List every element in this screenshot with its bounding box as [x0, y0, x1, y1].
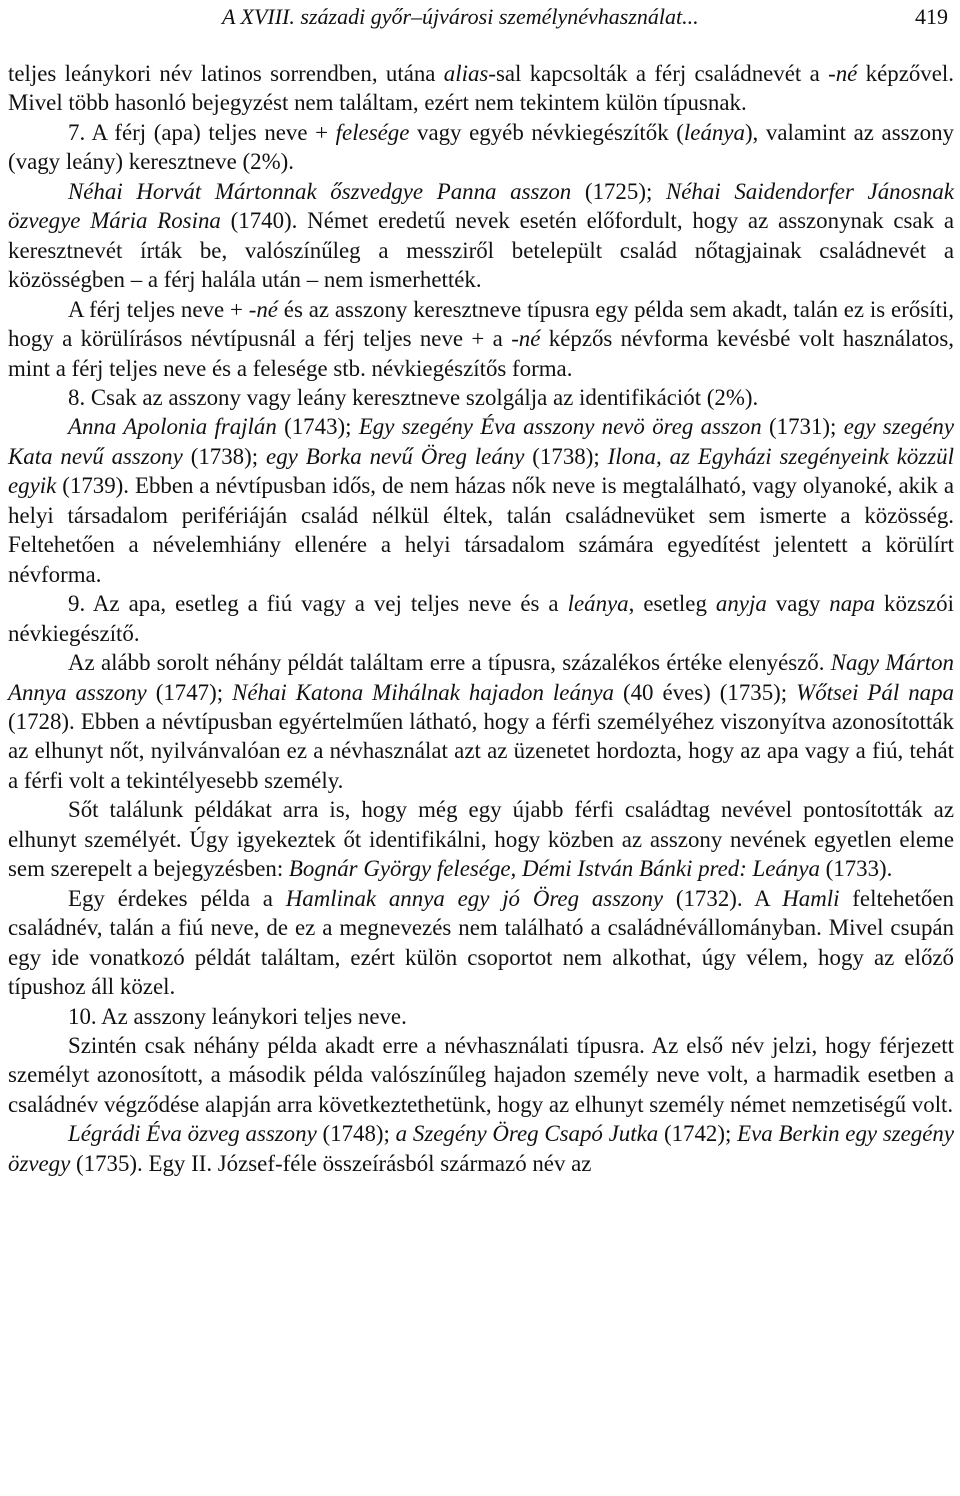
italic-text: a Szegény Öreg Csapó Jutka: [395, 1121, 659, 1147]
italic-text: leánya: [567, 591, 629, 617]
text-run: (1735). Egy II. József-féle összeírásból származó név az: [70, 1150, 592, 1176]
paragraph: [8, 1031, 954, 1119]
page-number: 419: [915, 4, 948, 29]
text-run: A férj teljes neve +: [68, 296, 249, 322]
italic-text: Néhai Horvát Mártonnak őszvedgye Panna asszon: [68, 178, 572, 204]
paragraph: [8, 1002, 954, 1031]
italic-text: Néhai Katona Mihálnak hajadon leánya: [232, 679, 614, 705]
italic-text: Anna Apolonia frajlán: [68, 414, 277, 440]
text-run: (1742);: [658, 1121, 738, 1147]
paragraph: [8, 589, 954, 648]
italic-text: Légrádi Éva özveg asszony: [68, 1121, 317, 1147]
italic-text: Nagy Márton Annya asszony: [8, 650, 954, 705]
text-run: (1740). Német eredetű nevek esetén előfordult, hogy az asszonynak csak a keresztnevét írták be, valószínűleg a messziről betelepült család nőtagjainak családnevét a közösségben – a férj halála után – nem ismerhették.: [8, 208, 954, 293]
text-run: közszói névkiegészítő.: [8, 591, 954, 646]
paragraph: [8, 648, 954, 795]
paragraph: [8, 884, 954, 1002]
text-run: Egy érdekes példa a: [68, 885, 286, 911]
italic-text: -né: [511, 326, 541, 352]
italic-text: Hamli: [782, 885, 840, 911]
italic-text: anyja: [715, 591, 767, 617]
paragraph: [8, 1119, 954, 1178]
text-run: (1725);: [571, 178, 666, 204]
text-run: (1743);: [276, 414, 359, 440]
text-run: , esetleg: [628, 591, 716, 617]
text-run: 9. Az apa, esetleg a fiú vagy a vej teljes neve és a: [68, 591, 568, 617]
text-run: (1733).: [819, 856, 893, 882]
italic-text: Egy szegény Éva asszony nevö öreg asszon: [358, 414, 762, 440]
text-run: (1748);: [316, 1121, 396, 1147]
text-run: -sal kapcsolták a férj családnevét a: [488, 61, 829, 86]
text-run: 10. Az asszony leánykori teljes neve.: [68, 1003, 407, 1029]
italic-text: Ilona, az Egyházi szegényeink közzül egyik: [8, 443, 954, 499]
italic-text: leánya: [683, 119, 745, 145]
paragraph: [8, 383, 954, 412]
italic-text: egy Borka nevű Öreg leány: [266, 443, 525, 469]
running-header: [0, 2, 960, 38]
italic-text: Wőtsei Pál napa: [796, 679, 955, 705]
italic-text: felesége: [335, 119, 410, 145]
italic-text: napa: [829, 591, 876, 617]
paragraph: [8, 118, 954, 177]
text-run: (1747);: [146, 679, 233, 705]
italic-text: Bognár György felesége, Démi István Bánki pred: Leánya: [288, 856, 820, 882]
text-run: teljes leánykori név latinos sorrendben, utána: [8, 61, 444, 86]
text-run: Az alább sorolt néhány példát találtam erre a típusra, százalékos értéke elenyésző.: [68, 650, 831, 676]
text-run: képzővel. Mivel több hasonló bejegyzést nem találtam, ezért nem tekintem külön típusnak.: [8, 61, 954, 116]
text-run: (1728). Ebben a névtípusban egyértelműen látható, hogy a férfi személyéhez viszonyítva azonosították az elhunyt nőt, nyilvánvalóan ez a névhasználat azt az üzenetet hordozta, hogy az apa vagy a fiú, tehát a férfi volt a tekintélyesebb személy.: [8, 708, 954, 793]
paragraph: [8, 177, 954, 295]
text-run: vagy egyéb névkiegészítők (: [409, 119, 684, 145]
paragraph: [8, 412, 954, 589]
italic-text: alias: [443, 61, 489, 86]
text-run: (1731);: [761, 414, 844, 440]
text-run: 7. A férj (apa) teljes neve +: [68, 119, 336, 145]
text-run: (40 éves) (1735);: [613, 679, 797, 705]
text-run: 8. Csak az asszony vagy leány keresztneve szolgálja az identifikációt (2%).: [68, 384, 759, 410]
italic-text: Eva Berkin egy szegény özvegy: [8, 1121, 955, 1176]
text-run: (1738);: [524, 443, 608, 469]
text-run: ), valamint az asszony (vagy leány) keresztneve (2%).: [8, 119, 955, 175]
body-text: [8, 59, 954, 1178]
text-run: (1732). A: [663, 885, 783, 911]
text-run: feltehetően családnév, talán a fiú neve, de ez a megnevezés nem található a családnévállományban. Mivel csupán egy ide vonatkozó példát találtam, ezért külön csoportot nem alkothat, úgy vélem, hogy az előző típushoz áll közel.: [8, 885, 954, 1000]
italic-text: -né: [248, 296, 278, 322]
text-run: képzős névforma kevésbé volt használatos, mint a férj teljes neve és a felesége stb. névkiegészítős forma.: [8, 326, 954, 381]
italic-text: Hamlinak annya egy jó Öreg asszony: [285, 885, 664, 911]
text-run: (1738);: [182, 443, 267, 469]
paragraph: [8, 795, 954, 883]
text-run: Szintén csak néhány példa akadt erre a névhasználati típusra. Az első név jelzi, hogy férjezett személyt azonosított, a második példa valószínűleg hajadon személy neve volt, a harmadik esetben a családnév végződése alapján arra következtethetünk, hogy az elhunyt személy német nemzetiségű volt.: [8, 1032, 954, 1117]
italic-text: Néhai Saidendorfer Jánosnak özvegye Mária Rosina: [8, 178, 955, 234]
italic-text: egy szegény Kata nevű asszony: [8, 414, 954, 469]
paragraph: [8, 295, 954, 383]
text-run: vagy: [766, 591, 830, 617]
italic-text: -né: [828, 61, 858, 86]
text-run: (1739). Ebben a névtípusban idős, de nem házas nők neve is megtalálható, vagy olyanoké, akik a helyi társadalom perifériáján család nélkül éltek, talán családnevüket sem ismerte a közösség. Feltehetően a névelemhiány ellenére a helyi társadalom számára egyedítést jelentett a körülírt névforma.: [8, 473, 954, 587]
text-run: és az asszony keresztneve típusra egy példa sem akadt, talán ez is erősíti, hogy a körülírásos névtípusnál a férj teljes neve + a: [8, 296, 954, 352]
text-run: Sőt találunk példákat arra is, hogy még egy újabb férfi családtag nevével pontosították az elhunyt személyét. Úgy igyekeztek őt identifikálni, hogy közben az asszony nevének egyetlen eleme sem szerepelt a bejegyzésben:: [8, 797, 954, 882]
running-title: A XVIII. századi győr–újvárosi személynévhasználat...: [222, 4, 699, 29]
paragraph: [8, 59, 954, 118]
